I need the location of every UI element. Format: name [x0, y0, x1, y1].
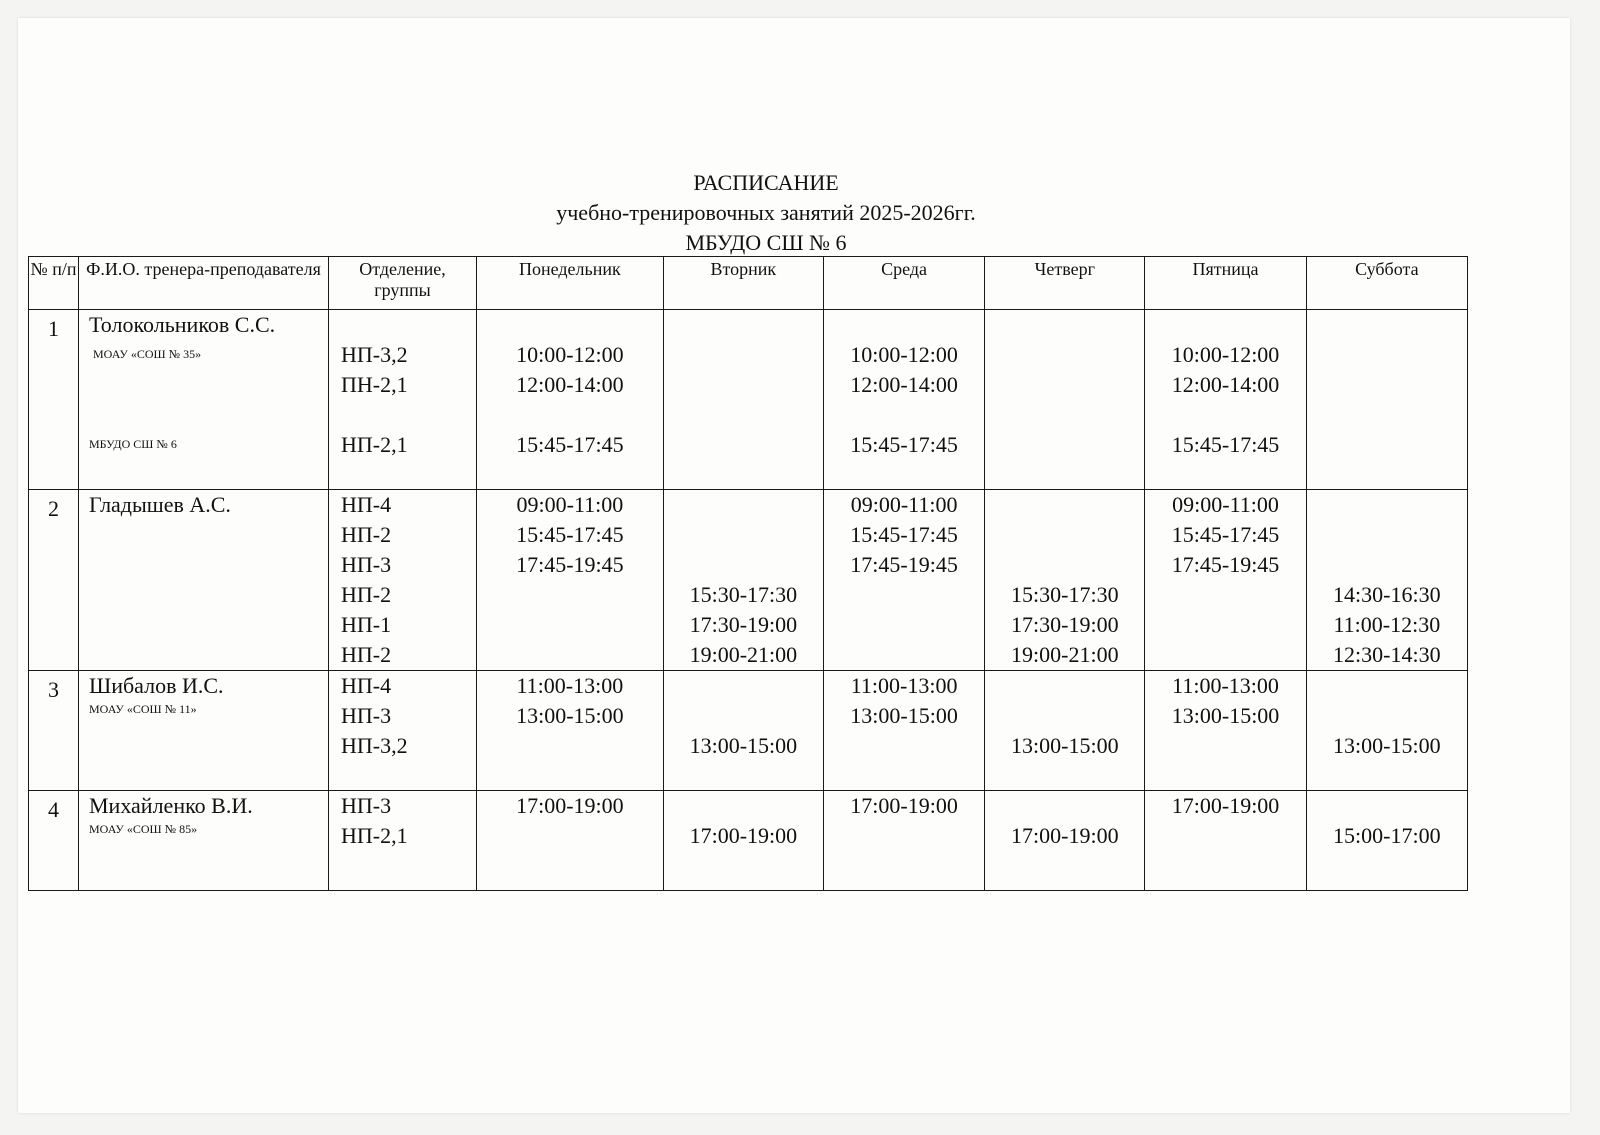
thursday-cell — [985, 490, 1145, 671]
trainer-name: Михайленко В.И. — [89, 793, 253, 818]
saturday-cell — [1306, 490, 1467, 671]
time-slot: 17:30-19:00 — [1011, 612, 1119, 637]
saturday-cell — [1306, 671, 1467, 791]
saturday-cell — [1306, 791, 1467, 891]
time-slot: 19:00-21:00 — [1011, 642, 1119, 667]
table-header-row — [29, 257, 1468, 310]
time-slot: 11:00-13:00 — [850, 673, 958, 698]
time-slot: 10:00-12:00 — [850, 342, 958, 367]
monday-cell — [477, 671, 664, 791]
group-label: НП-3,2 — [341, 733, 408, 758]
document-header — [18, 168, 1570, 258]
school-name: МОАУ «СОШ № 35» — [93, 347, 202, 361]
time-slot: 13:00-15:00 — [850, 703, 958, 728]
time-slot: 10:00-12:00 — [1171, 342, 1280, 367]
tuesday-cell — [663, 310, 823, 490]
document-page — [18, 18, 1570, 1113]
column-header-wednesday: Среда — [823, 257, 984, 310]
friday-cell — [1145, 490, 1306, 671]
group-label: НП-2,1 — [341, 432, 408, 457]
time-slot: 17:45-19:45 — [516, 552, 624, 577]
group-label: НП-3 — [341, 793, 392, 818]
document-subtitle: учебно-тренировочных занятий 2025-2026гг. — [556, 200, 976, 225]
time-slot: 15:45-17:45 — [516, 432, 624, 457]
time-slot: 12:00-14:00 — [850, 372, 958, 397]
trainer-name: Шибалов И.С. — [89, 673, 224, 698]
groups-cell — [329, 310, 477, 490]
time-slot: 13:00-15:00 — [689, 733, 798, 758]
time-slot: 15:00-17:00 — [1333, 823, 1441, 848]
time-slot: 09:00-11:00 — [1172, 492, 1279, 517]
column-header-num: № п/п — [29, 257, 79, 310]
tuesday-cell — [663, 791, 823, 891]
row-number: 1 — [29, 310, 79, 490]
column-header-thursday: Четверг — [985, 257, 1145, 310]
group-label: НП-3 — [341, 703, 392, 728]
table-row — [29, 791, 1468, 891]
time-slot — [1145, 400, 1305, 430]
time-slot: 17:45-19:45 — [850, 552, 958, 577]
thursday-cell — [985, 671, 1145, 791]
monday-cell — [477, 310, 664, 490]
time-slot: 15:45-17:45 — [850, 522, 958, 547]
time-slot: 13:00-15:00 — [1171, 703, 1280, 728]
time-slot: 09:00-11:00 — [850, 492, 958, 517]
table-row — [29, 490, 1468, 671]
groups-cell — [329, 671, 477, 791]
trainer-cell — [79, 671, 329, 791]
time-slot: 09:00-11:00 — [516, 492, 624, 517]
time-slot: 13:00-15:00 — [1333, 733, 1441, 758]
document-title: РАСПИСАНИЕ — [693, 170, 839, 195]
row-number: 2 — [29, 490, 79, 671]
column-header-monday: Понедельник — [477, 257, 664, 310]
wednesday-cell — [823, 310, 984, 490]
saturday-cell — [1306, 310, 1467, 490]
tuesday-cell — [663, 490, 823, 671]
trainer-cell — [79, 490, 329, 671]
tuesday-cell — [663, 671, 823, 791]
table-row — [29, 671, 1468, 791]
time-slot: 11:00-12:30 — [1333, 612, 1441, 637]
row-number: 3 — [29, 671, 79, 791]
row-number: 4 — [29, 791, 79, 891]
friday-cell — [1145, 671, 1306, 791]
thursday-cell — [985, 791, 1145, 891]
time-slot: 17:00-19:00 — [850, 793, 958, 818]
trainer-name: Гладышев А.С. — [89, 492, 231, 517]
friday-cell — [1145, 310, 1306, 490]
wednesday-cell — [823, 490, 984, 671]
trainer-cell — [79, 310, 329, 490]
time-slot: 15:30-17:30 — [1011, 582, 1119, 607]
monday-cell — [477, 490, 664, 671]
group-label: НП-2 — [341, 642, 392, 667]
time-slot: 17:00-19:00 — [516, 793, 624, 818]
time-slot: 17:30-19:00 — [689, 612, 798, 637]
time-slot: 12:30-14:30 — [1333, 642, 1441, 667]
group-label: НП-4 — [341, 492, 392, 517]
time-slot: 15:45-17:45 — [1171, 432, 1280, 457]
school-name: МБУДО СШ № 6 — [89, 437, 177, 451]
column-header-tuesday: Вторник — [663, 257, 823, 310]
time-slot — [477, 400, 663, 430]
monday-cell — [477, 791, 664, 891]
time-slot: 13:00-15:00 — [516, 703, 624, 728]
schedule-table — [28, 256, 1468, 891]
group-label: НП-3 — [341, 552, 392, 577]
column-header-trainer: Ф.И.О. тренера-преподавателя — [79, 257, 329, 310]
school-name: МОАУ «СОШ № 11» — [89, 702, 197, 716]
time-slot: 12:00-14:00 — [1171, 372, 1280, 397]
friday-cell — [1145, 791, 1306, 891]
group-label — [341, 400, 476, 430]
time-slot: 11:00-13:00 — [516, 673, 624, 698]
school-name: МОАУ «СОШ № 85» — [89, 822, 198, 836]
time-slot: 17:00-19:00 — [1171, 793, 1280, 818]
time-slot: 13:00-15:00 — [1011, 733, 1119, 758]
time-slot: 14:30-16:30 — [1333, 582, 1441, 607]
group-label: НП-4 — [341, 673, 392, 698]
institution-name: МБУДО СШ № 6 — [685, 230, 847, 255]
column-header-groups: Отделение, группы — [329, 257, 477, 310]
time-slot — [824, 400, 984, 430]
thursday-cell — [985, 310, 1145, 490]
group-label: ПН-2,1 — [341, 372, 408, 397]
wednesday-cell — [823, 671, 984, 791]
time-slot: 15:45-17:45 — [516, 522, 624, 547]
groups-cell — [329, 490, 477, 671]
column-header-friday: Пятница — [1145, 257, 1306, 310]
group-label: НП-2 — [341, 582, 392, 607]
time-slot: 11:00-13:00 — [1172, 673, 1279, 698]
groups-cell — [329, 791, 477, 891]
time-slot: 17:00-19:00 — [689, 823, 798, 848]
wednesday-cell — [823, 791, 984, 891]
group-label: НП-2 — [341, 522, 392, 547]
group-label: НП-3,2 — [341, 342, 408, 367]
trainer-cell — [79, 791, 329, 891]
time-slot: 12:00-14:00 — [516, 372, 624, 397]
column-header-saturday: Суббота — [1306, 257, 1467, 310]
trainer-name: Толокольников С.С. — [89, 312, 276, 337]
time-slot: 19:00-21:00 — [689, 642, 798, 667]
time-slot: 17:00-19:00 — [1011, 823, 1119, 848]
group-label: НП-1 — [341, 612, 392, 637]
table-row — [29, 310, 1468, 490]
time-slot: 10:00-12:00 — [516, 342, 624, 367]
time-slot: 15:45-17:45 — [850, 432, 958, 457]
group-label: НП-2,1 — [341, 823, 408, 848]
time-slot: 15:45-17:45 — [1171, 522, 1280, 547]
time-slot: 17:45-19:45 — [1171, 552, 1280, 577]
time-slot: 15:30-17:30 — [689, 582, 798, 607]
